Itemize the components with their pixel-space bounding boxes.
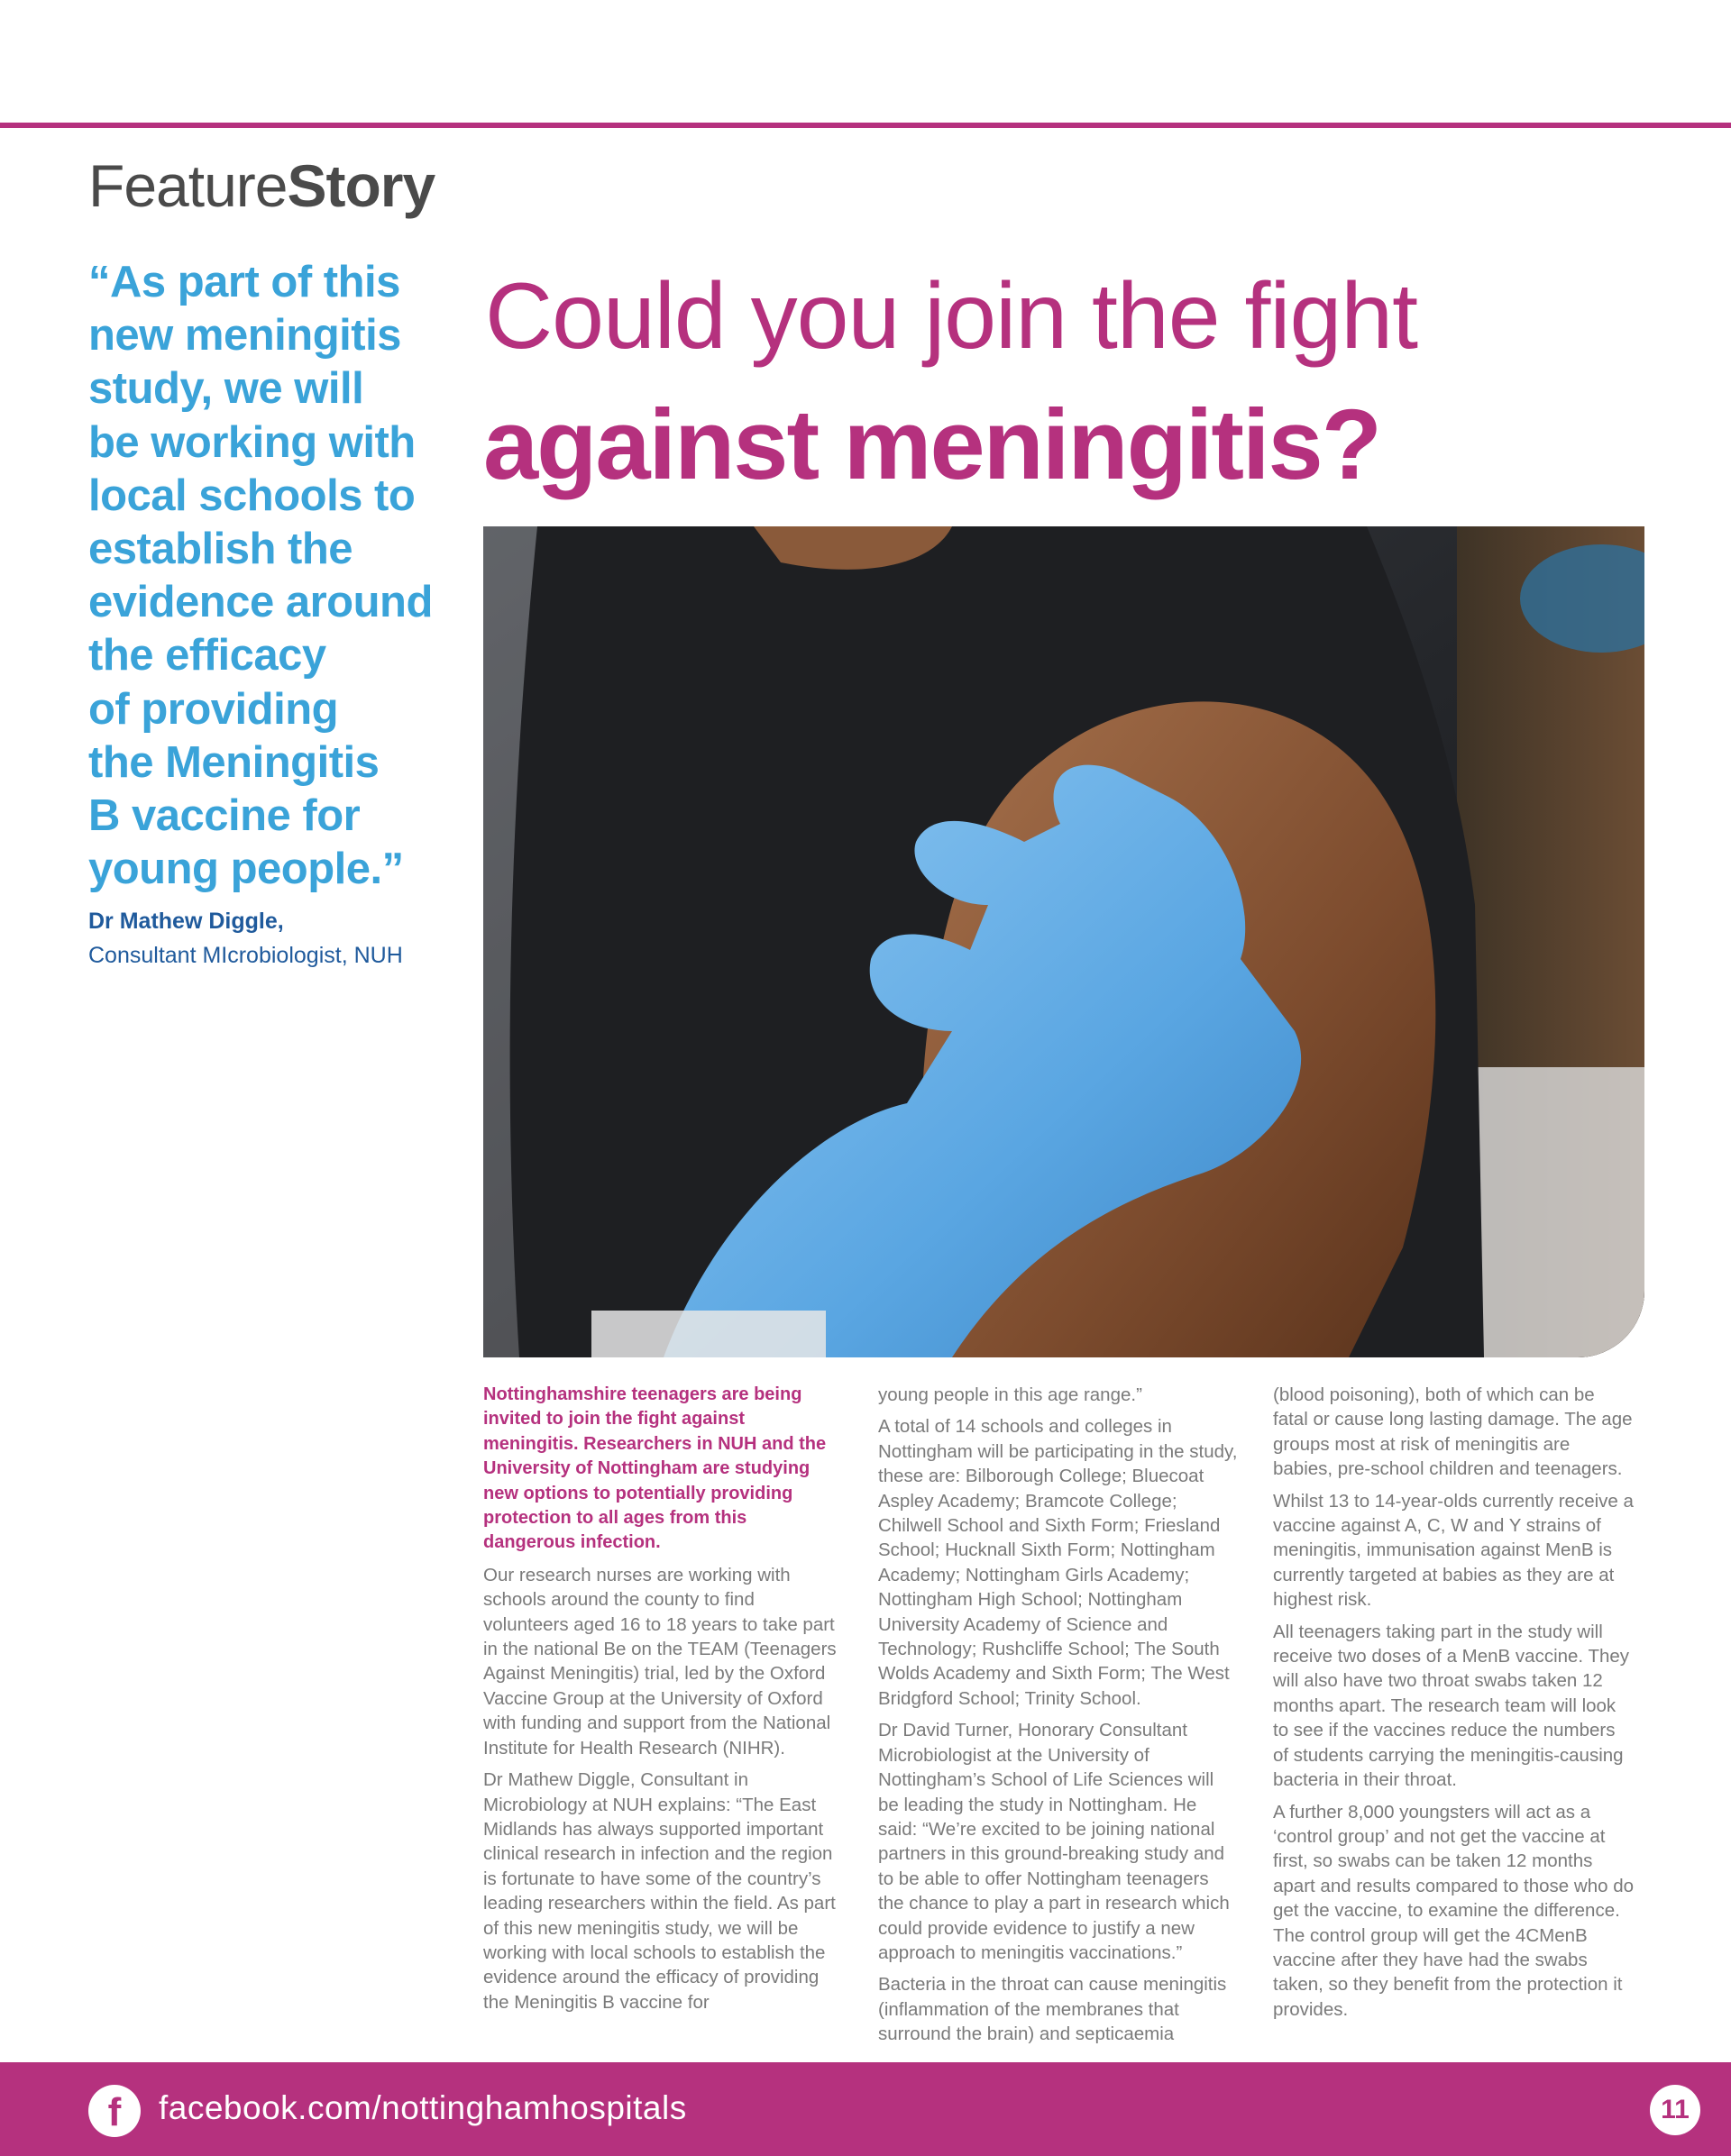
page-number: 11: [1650, 2085, 1700, 2135]
article-paragraph: Dr Mathew Diggle, Consultant in Microbiology at NUH explains: “The East Midlands has always supported important clinical research in infection and the region is fortunate to have some of the country’s leading researchers within the field. As part of this new meningitis study, we will be working with local schools to establish the evidence around the efficacy of providing the Meningitis B vaccine for: [483, 1769, 836, 2013]
pull-quote: “As part of this new meningitis study, we will be working with local schools to establish the evidence around the efficacy of providing the Meningitis B vaccine for young people.”: [88, 258, 433, 894]
article-paragraph: All teenagers taking part in the study will receive two doses of a MenB vaccine. They will also have two throat swabs taken 12 months apart. The research team will look to see if the vaccines reduce the numbers of students carrying the meningitis-causing bacteria in their throat.: [1273, 1621, 1630, 1791]
top-divider: [0, 123, 1731, 128]
facebook-link[interactable]: facebook.com/nottinghamhospitals: [159, 2089, 687, 2126]
facebook-icon[interactable]: f: [88, 2085, 141, 2137]
article-column-2: [878, 1383, 1239, 2054]
section-label-light: Feature: [88, 152, 288, 219]
article-paragraph: young people in this age range.”: [878, 1384, 1142, 1405]
article-paragraph: A total of 14 schools and colleges in Nottingham will be participating in the study, these are: Bilborough College; Bluecoat Aspley Academy; Bramcote College; Chilwell School and Sixth Form; Friesland School; Hucknall Sixth Form; Nottingham Academy; Nottingham Girls Academy; Nottingham High School; Nottingham University Academy of Science and Technology; Rushcliffe School; The South Wolds Academy and Sixth Form; The West Bridgford School; Trinity School.: [878, 1416, 1238, 1709]
article-paragraph: A further 8,000 youngsters will act as a ‘control group’ and not get the vaccine at first, so swabs can be taken 12 months apart and results compared to those who do get the vaccine, to examine the difference. The control group will get the 4CMenB vaccine after they have had the swabs taken, so they benefit from the protection it provides.: [1273, 1801, 1634, 2020]
article-paragraph: Dr David Turner, Honorary Consultant Microbiologist at the University of Nottingham’s School of Life Sciences will be leading the study in Nottingham. He said: “We’re excited to be joining national partners in this ground-breaking study and to be able to offer Nottingham teenagers the chance to play a part in research which could provide evidence to justify a new approach to meningitis vaccinations.”: [878, 1720, 1230, 1963]
section-label: [88, 151, 435, 220]
article-intro: Nottinghamshire teenagers are being invited to join the fight against meningitis. Researchers in NUH and the University of Nottingham are studying new options to potentially providing protection to all ages from this dangerous infection.: [483, 1384, 827, 1553]
vaccination-photo: [483, 526, 1644, 1357]
article-column-3: [1273, 1383, 1634, 2029]
article-paragraph: Whilst 13 to 14-year-olds currently receive a vaccine against A, C, W and Y strains of meningitis, immunisation against MenB is currently targeted at babies as they are at highest risk.: [1273, 1490, 1634, 1611]
section-label-bold: Story: [287, 152, 435, 219]
article-paragraph: Bacteria in the throat can cause meningitis (inflammation of the membranes that surround the brain) and septicaemia: [878, 1974, 1227, 2045]
article-paragraph: (blood poisoning), both of which can be fatal or cause long lasting damage. The age groups most at risk of meningitis are babies, pre-school children and teenagers.: [1273, 1384, 1633, 1480]
article-paragraph: Our research nurses are working with schools around the county to find volunteers aged 16 to 18 years to take part in the national Be on the TEAM (Teenagers Against Meningitis) trial, led by the Oxford Vaccine Group at the University of Oxford with funding and support from the National Institute for Health Research (NIHR).: [483, 1564, 837, 1759]
quote-author: Dr Mathew Diggle,: [88, 909, 284, 934]
quote-role: Consultant MIcrobiologist, NUH: [88, 943, 403, 968]
headline-line-1: Could you join the fight: [485, 264, 1418, 369]
headline-line-2: against meningitis?: [483, 389, 1380, 500]
article-column-1: [483, 1383, 844, 2022]
